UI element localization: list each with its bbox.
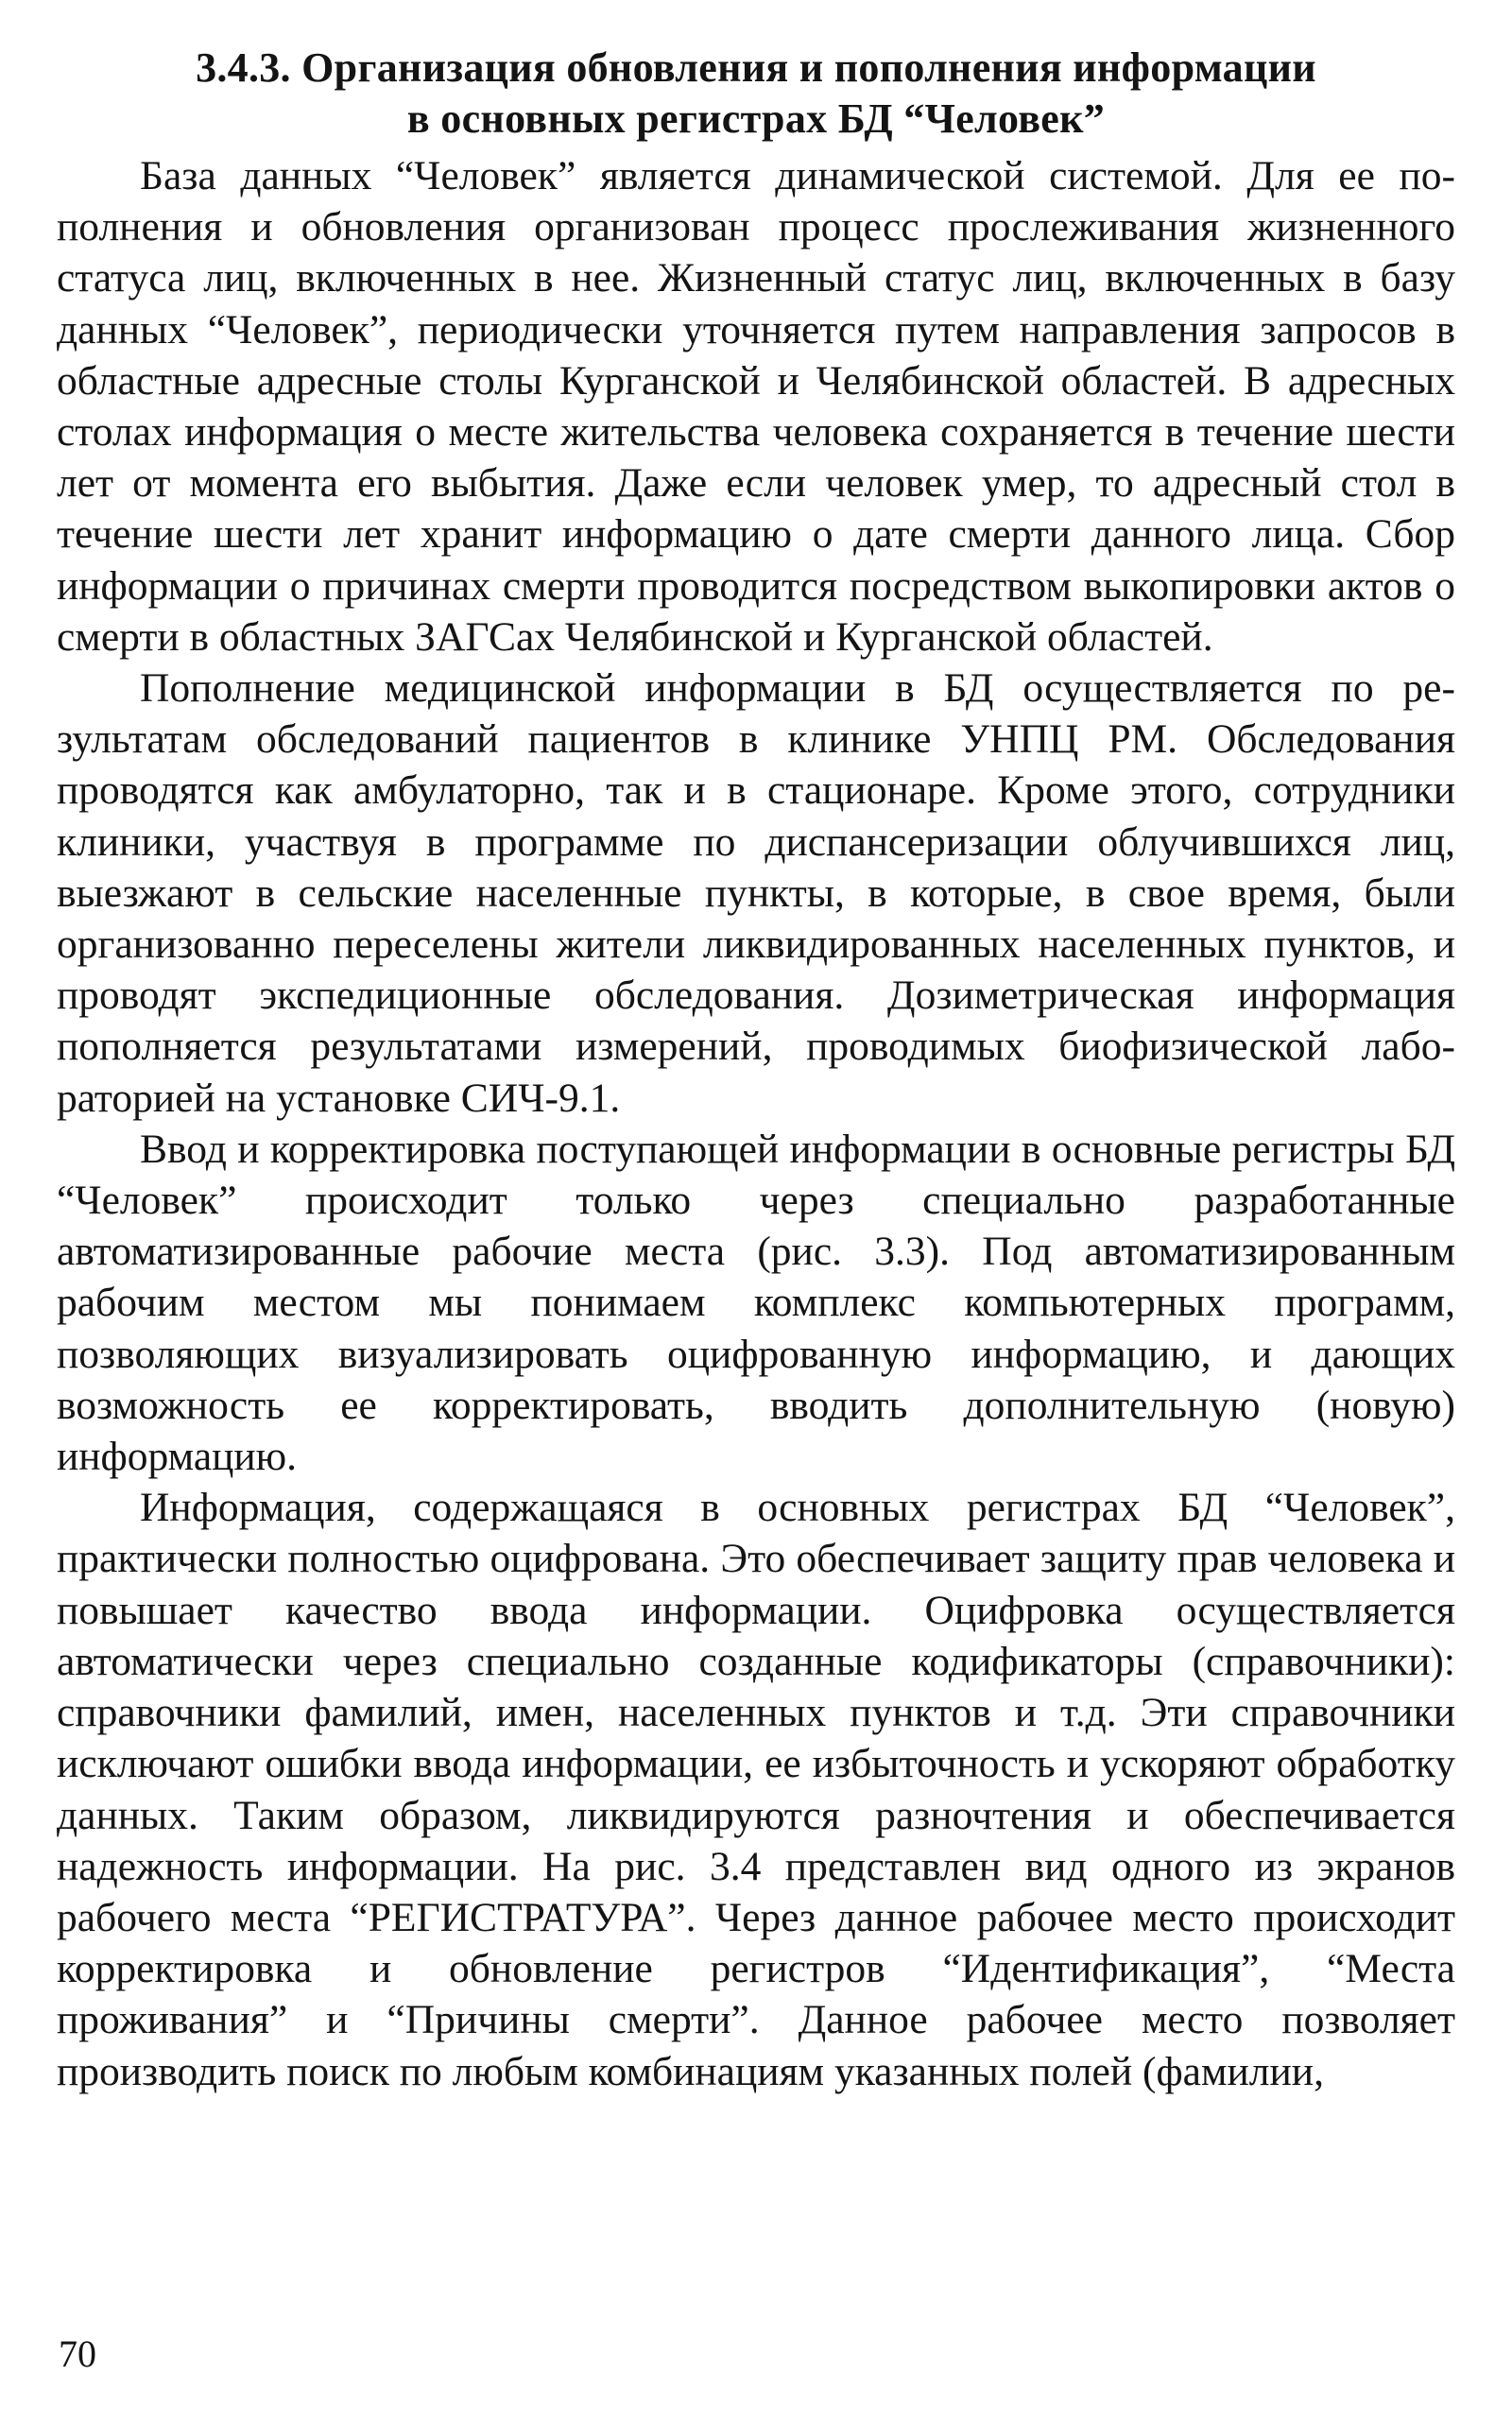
section-heading-line-1: 3.4.3. Организация обновления и пополнения информации — [196, 44, 1316, 91]
section-heading-line-2: в основных регистрах БД “Человек” — [406, 95, 1106, 142]
page-content — [57, 43, 1455, 2097]
page-number: 70 — [59, 2333, 96, 2375]
paragraph-1: База данных “Человек” является динамической системой. Для ее пополнения и обновления организован процесс прослеживания жизненного статуса лиц, включенных в нее. Жизненный статус лиц, включенных в базу данных “Человек”, периодически уточняется путем направления запросов в областные адресные столы Курганской и Челябинской областей. В адресных столах информация о месте жительства человека сохраняется в течение шести лет от момента его выбытия. Даже если человек умер, то адресный стол в течение шести лет хранит информацию о дате смерти данного лица. Сбор информации о причинах смерти проводится посредством выкопировки актов о смерти в областных ЗАГСах Челябинской и Курганской областей. — [57, 153, 1455, 660]
section-heading — [57, 43, 1455, 145]
paragraph-4: Информация, содержащаяся в основных регистрах БД “Человек”, практически полностью оцифрована. Это обеспечивает защиту прав человека и повышает качество ввода информации. Оцифровка осуществляется автоматически через специально созданные кодификаторы (справочники): справочники фамилий, имен, населенных пунктов и т.д. Эти справочники исключают ошибки ввода информации, ее избыточность и ускоряют обработку данных. Таким образом, ликвидируются разночтения и обеспечивается надежность информации. На рис. 3.4 представлен вид одного из экранов рабочего места “РЕГИСТРАТУРА”. Через данное рабочее место происходит корректировка и обновление регистров “Идентификация”, “Места проживания” и “Причины смерти”. Данное рабочее место позволяет производить поиск по любым комбинациям указанных полей (фамилии, — [57, 1485, 1455, 2094]
paragraph-2: Пополнение медицинской информации в БД осуществляется по результатам обследований пациентов в клинике УНПЦ РМ. Обследования проводятся как амбулаторно, так и в стационаре. Кроме этого, сотрудники клиники, участвуя в программе по диспансеризации облучившихся лиц, выезжают в сельские населенные пункты, в которые, в свое время, были организованно переселены жители ликвидированных населенных пунктов, и проводят экспедиционные обследования. Дозиметрическая информация пополняется результатами измерений, проводимых биофизической лабораторией на установке СИЧ-9.1. — [57, 665, 1455, 1121]
paragraph-3: Ввод и корректировка поступающей информации в основные регистры БД “Человек” происходит только через специально разработанные автоматизированные рабочие места (рис. 3.3). Под автоматизированным рабочим местом мы понимаем комплекс компьютерных программ, позволяющих визуализировать оцифрованную информацию, и дающих возможность ее корректировать, вводить дополнительную (новую) информацию. — [57, 1126, 1455, 1480]
